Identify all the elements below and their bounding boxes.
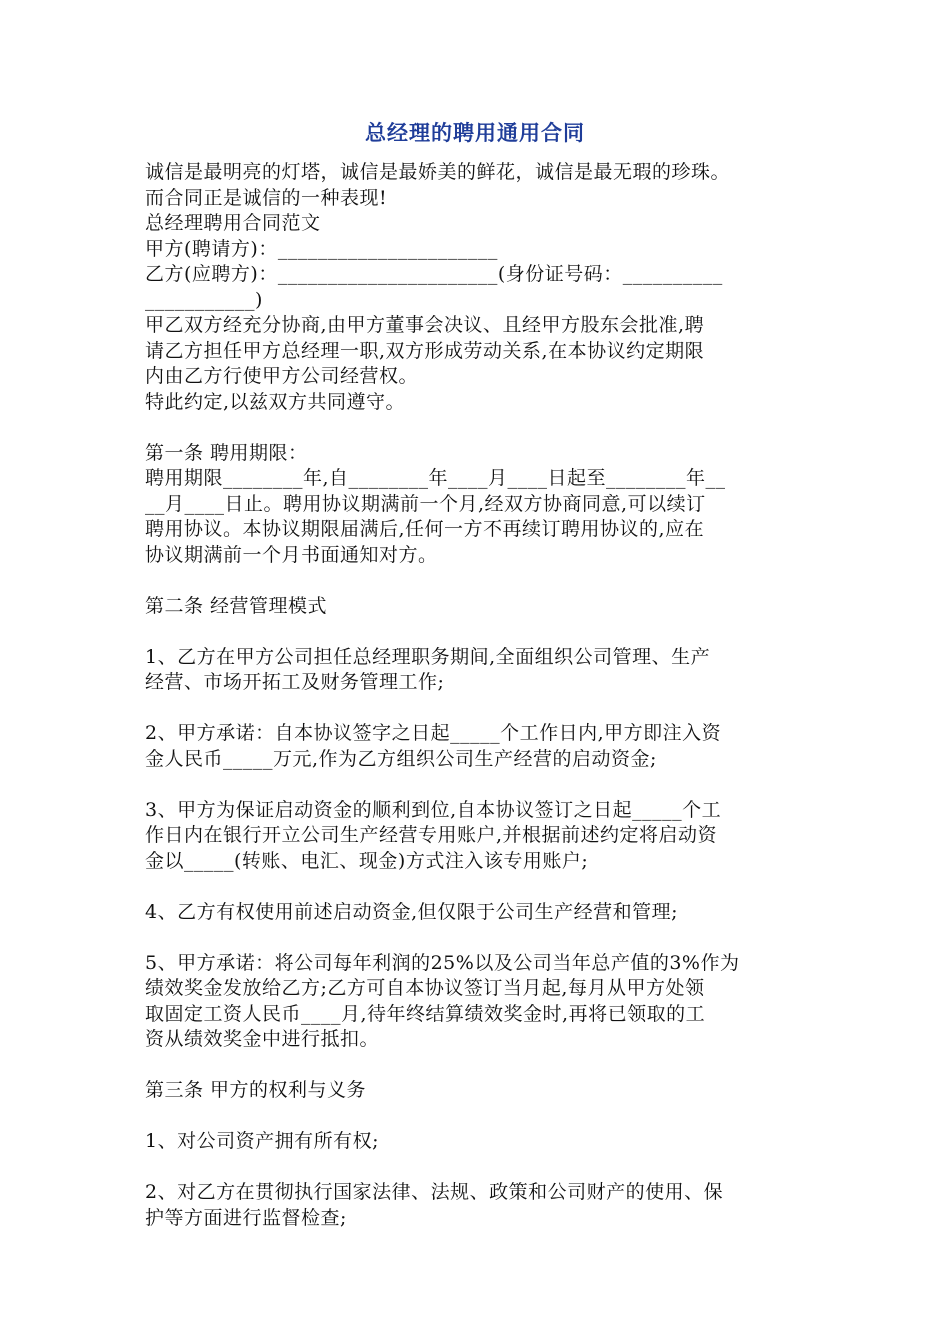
document-line: 绩效奖金发放给乙方;乙方可自本协议签订当月起,每月从甲方处领 bbox=[145, 977, 705, 999]
document-line: 5、甲方承诺：将公司每年利润的25%以及公司当年总产值的3%作为 bbox=[145, 951, 740, 974]
blank-line bbox=[145, 619, 815, 645]
blank-line bbox=[145, 415, 815, 441]
document-line: 甲乙双方经充分协商,由甲方董事会决议、且经甲方股东会批准,聘 bbox=[145, 314, 705, 336]
document-line: __月____日止。聘用协议期满前一个月,经双方协商同意,可以续订 bbox=[145, 492, 706, 515]
blank-line bbox=[145, 925, 815, 951]
document-title: 总经理的聘用通用合同 bbox=[365, 121, 585, 145]
document-line: 护等方面进行监督检查; bbox=[145, 1206, 347, 1229]
document-line: 作日内在银行开立公司生产经营专用账户,并根据前述约定将启动资 bbox=[145, 824, 718, 846]
document-line: 内由乙方行使甲方公司经营权。 bbox=[145, 365, 419, 387]
document-line: 甲方(聘请方)：______________________ bbox=[145, 237, 498, 260]
document-line: 经营、市场开拓工及财务管理工作; bbox=[145, 671, 445, 693]
blank-line bbox=[145, 696, 815, 722]
document-line: 1、对公司资产拥有所有权; bbox=[145, 1130, 379, 1152]
document-line: 金以_____(转账、电汇、现金)方式注入该专用账户; bbox=[145, 849, 589, 872]
document-line: 聘用协议。本协议期限届满后,任何一方不再续订聘用协议的,应在 bbox=[145, 518, 705, 540]
document-line: 总经理聘用合同范文 bbox=[145, 212, 321, 234]
document-line: 聘用期限________年,自________年____月____日起至________年__ bbox=[145, 467, 726, 489]
blank-line bbox=[145, 1053, 815, 1079]
document-line: 第二条 经营管理模式 bbox=[145, 594, 328, 617]
document-line: 第三条 甲方的权利与义务 bbox=[145, 1079, 367, 1101]
blank-line bbox=[145, 772, 815, 798]
document-body bbox=[145, 160, 815, 1231]
document-line: 第一条 聘用期限： bbox=[145, 441, 308, 464]
document-line: 资从绩效奖金中进行抵扣。 bbox=[145, 1028, 380, 1050]
document-line: 特此约定,以兹双方共同遵守。 bbox=[145, 390, 406, 413]
document-line: 而合同正是诚信的一种表现! bbox=[145, 186, 388, 209]
blank-line bbox=[145, 568, 815, 594]
document-line: 协议期满前一个月书面通知对方。 bbox=[145, 543, 438, 566]
document-line: 1、乙方在甲方公司担任总经理职务期间,全面组织公司管理、生产 bbox=[145, 645, 711, 668]
blank-line bbox=[145, 874, 815, 900]
document-line: 3、甲方为保证启动资金的顺利到位,自本协议签订之日起_____个工 bbox=[145, 798, 722, 821]
document-line: 4、乙方有权使用前述启动资金,但仅限于公司生产经营和管理; bbox=[145, 900, 679, 923]
document-line: 请乙方担任甲方总经理一职,双方形成劳动关系,在本协议约定期限 bbox=[145, 339, 705, 362]
document-line: 诚信是最明亮的灯塔，诚信是最娇美的鲜花，诚信是最无瑕的珍珠。 bbox=[145, 161, 731, 183]
blank-line bbox=[145, 1104, 815, 1130]
document-line: 2、甲方承诺：自本协议签字之日起_____个工作日内,甲方即注入资 bbox=[145, 722, 722, 744]
document-line: 2、对乙方在贯彻执行国家法律、法规、政策和公司财产的使用、保 bbox=[145, 1181, 724, 1203]
document-line: ___________) bbox=[145, 288, 263, 311]
document-line: 金人民币_____万元,作为乙方组织公司生产经营的启动资金; bbox=[145, 747, 657, 770]
document-line: 取固定工资人民币____月,待年终结算绩效奖金时,再将已领取的工 bbox=[145, 1002, 706, 1025]
blank-line bbox=[145, 1155, 815, 1181]
document-line: 乙方(应聘方)：______________________(身份证号码：__________ bbox=[145, 263, 723, 285]
